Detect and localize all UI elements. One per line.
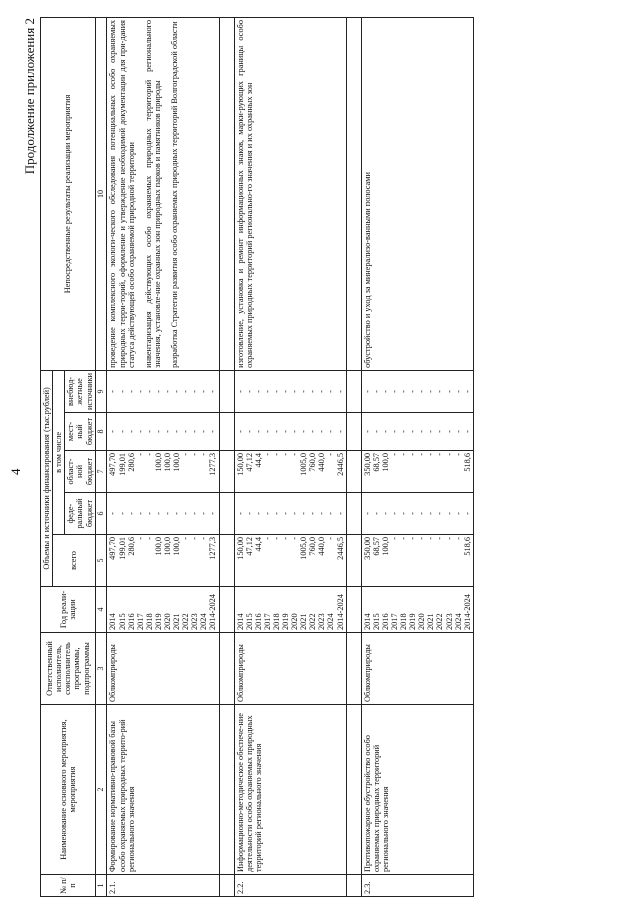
local-value: - — [417, 430, 427, 433]
header-name: Наименование основного мероприятия, мероприятия — [41, 705, 96, 875]
row-spacer — [346, 18, 361, 897]
total-value: 100,0 — [153, 537, 163, 556]
obl-value: 199,01 — [117, 453, 127, 476]
year-value: 2015 — [371, 613, 381, 630]
obl-value: - — [271, 453, 281, 456]
fed-value: - — [299, 512, 309, 515]
local-value: - — [135, 430, 145, 433]
year-value: 2023 — [190, 613, 200, 630]
extra-value: - — [308, 390, 318, 393]
fed-value: - — [435, 512, 445, 515]
total-value: - — [262, 537, 272, 540]
year-value: 2018 — [144, 613, 154, 630]
year-value: 2018 — [399, 613, 409, 630]
total-value: - — [389, 537, 399, 540]
local-value: - — [108, 430, 118, 433]
fed-value: - — [399, 512, 409, 515]
year-value: 2015 — [244, 613, 254, 630]
year-value: 2022 — [435, 613, 445, 630]
fed-value: - — [371, 512, 381, 515]
extra-value: - — [326, 390, 336, 393]
total-value: - — [199, 537, 209, 540]
extra-value: - — [317, 390, 327, 393]
obl-value: 1277,3 — [208, 453, 218, 476]
results-cell — [234, 18, 346, 371]
fed-value: - — [326, 512, 336, 515]
total-value: - — [444, 537, 454, 540]
fed-value: - — [444, 512, 454, 515]
obl-cell — [234, 451, 346, 493]
local-value: - — [299, 430, 309, 433]
local-value: - — [117, 430, 127, 433]
fed-value: - — [362, 512, 372, 515]
total-value: - — [281, 537, 291, 540]
row-number-cell: 2.3. — [361, 875, 473, 897]
header-extra: внебюд-жетные источники — [65, 370, 95, 412]
fed-value: - — [426, 512, 436, 515]
obl-value: 68,57 — [371, 453, 381, 472]
local-value: - — [399, 430, 409, 433]
activity-name-cell: Формирование нормативно-правовой базы особо охраняемых природных террито-рий регионального значения — [107, 705, 219, 875]
obl-value: 350,00 — [362, 453, 372, 476]
extra-value: - — [172, 390, 182, 393]
local-value: - — [453, 430, 463, 433]
total-value: 100,0 — [162, 537, 172, 556]
obl-value: - — [199, 453, 209, 456]
extra-value: - — [435, 390, 445, 393]
local-value: - — [262, 430, 272, 433]
obl-value: - — [444, 453, 454, 456]
fed-value: - — [199, 512, 209, 515]
extra-value: - — [426, 390, 436, 393]
result-item: разработка Стратегии развития особо охраняемых природных территорий Волгоградской области — [170, 21, 180, 368]
obl-value: - — [408, 453, 418, 456]
local-value: - — [362, 430, 372, 433]
extra-value: - — [371, 390, 381, 393]
total-value: 44,4 — [253, 537, 263, 552]
obl-value: - — [453, 453, 463, 456]
obl-value: - — [399, 453, 409, 456]
obl-cell — [361, 451, 473, 493]
obl-value: 760,0 — [308, 453, 318, 472]
activity-name-cell: Информационно-методическое обеспече-ние деятельности особо охраняемых природных территорий регионального значения — [234, 705, 346, 875]
obl-value: 100,0 — [153, 453, 163, 472]
col-index: 6 — [95, 493, 107, 535]
extra-value: - — [126, 390, 136, 393]
obl-value: - — [290, 453, 300, 456]
fed-value: - — [262, 512, 272, 515]
local-value: - — [335, 430, 345, 433]
program-table — [40, 17, 474, 897]
year-value: 2020 — [417, 613, 427, 630]
year-value: 2021 — [172, 613, 182, 630]
header-results: Непосредственные результаты реализации мероприятия — [41, 18, 96, 371]
obl-value: - — [326, 453, 336, 456]
total-value: 68,57 — [371, 537, 381, 556]
table-row — [361, 18, 473, 897]
total-value: - — [326, 537, 336, 540]
year-cell — [234, 587, 346, 633]
year-value: 2022 — [308, 613, 318, 630]
total-value: 1005,0 — [299, 537, 309, 560]
obl-value: - — [135, 453, 145, 456]
local-value: - — [244, 430, 254, 433]
extra-value: - — [117, 390, 127, 393]
total-value: - — [135, 537, 145, 540]
activity-name-cell: Противопожарное обустройство особо охраняемых природных территорий регионального значения — [361, 705, 473, 875]
extra-value: - — [362, 390, 372, 393]
year-value: 2019 — [153, 613, 163, 630]
obl-value: 280,6 — [126, 453, 136, 472]
total-value: - — [190, 537, 200, 540]
local-value: - — [290, 430, 300, 433]
year-value: 2014 — [108, 613, 118, 630]
obl-value: - — [426, 453, 436, 456]
extra-value: - — [389, 390, 399, 393]
fed-value: - — [108, 512, 118, 515]
col-index: 1 — [95, 875, 107, 897]
total-cell — [107, 535, 219, 587]
obl-value: 100,0 — [380, 453, 390, 472]
total-value: - — [426, 537, 436, 540]
fed-value: - — [417, 512, 427, 515]
year-value: 2014-2024 — [462, 594, 472, 630]
total-value: - — [290, 537, 300, 540]
total-value: 440,0 — [317, 537, 327, 556]
row-number-cell: 2.2. — [234, 875, 346, 897]
fed-value: - — [126, 512, 136, 515]
extra-value: - — [262, 390, 272, 393]
fed-cell — [107, 493, 219, 535]
result-item: изготовление, установка и ремонт информационных знаков, марки-рующих границы особо охраняемых природных территорий регионально-го значения и их охранных зон — [235, 20, 254, 368]
total-value: - — [271, 537, 281, 540]
extra-value: - — [235, 390, 245, 393]
fed-value: - — [144, 512, 154, 515]
year-value: 2016 — [126, 613, 136, 630]
local-value: - — [317, 430, 327, 433]
table-row — [234, 18, 346, 897]
total-cell — [234, 535, 346, 587]
fed-value: - — [453, 512, 463, 515]
fed-value: - — [271, 512, 281, 515]
header-funding: Объемы и источники финансирования (тыс.рублей) — [41, 370, 53, 586]
fed-value: - — [172, 512, 182, 515]
total-value: - — [399, 537, 409, 540]
total-value: 280,6 — [126, 537, 136, 556]
local-value: - — [181, 430, 191, 433]
total-value: 100,0 — [172, 537, 182, 556]
obl-value: - — [281, 453, 291, 456]
local-value: - — [435, 430, 445, 433]
local-value: - — [199, 430, 209, 433]
year-value: 2023 — [444, 613, 454, 630]
fed-value: - — [281, 512, 291, 515]
year-value: 2017 — [389, 613, 399, 630]
fed-cell — [361, 493, 473, 535]
total-value: - — [417, 537, 427, 540]
header-obl: област-ной бюджет — [65, 451, 95, 493]
obl-value: 1005,0 — [299, 453, 309, 476]
obl-value: 518,6 — [462, 453, 472, 472]
total-value: 497,70 — [108, 537, 118, 560]
local-value: - — [190, 430, 200, 433]
total-value: 199,01 — [117, 537, 127, 560]
year-value: 2018 — [271, 613, 281, 630]
extra-value: - — [453, 390, 463, 393]
total-value: 350,00 — [362, 537, 372, 560]
total-value: 2446,5 — [335, 537, 345, 560]
year-value: 2020 — [290, 613, 300, 630]
responsible-cell: Облкомприроды — [234, 633, 346, 705]
local-cell — [361, 413, 473, 451]
year-value: 2014-2024 — [335, 594, 345, 630]
total-value: - — [144, 537, 154, 540]
extra-value: - — [199, 390, 209, 393]
header-total: всего — [53, 535, 96, 587]
fed-value: - — [162, 512, 172, 515]
total-value: - — [181, 537, 191, 540]
year-value: 2021 — [299, 613, 309, 630]
obl-value: 440,0 — [317, 453, 327, 472]
fed-value: - — [153, 512, 163, 515]
extra-value: - — [299, 390, 309, 393]
col-index: 3 — [95, 633, 107, 705]
year-value: 2019 — [281, 613, 291, 630]
fed-cell — [234, 493, 346, 535]
fed-value: - — [135, 512, 145, 515]
local-value: - — [281, 430, 291, 433]
year-value: 2024 — [199, 613, 209, 630]
total-value: - — [453, 537, 463, 540]
col-index: 7 — [95, 451, 107, 493]
extra-value: - — [153, 390, 163, 393]
total-value: - — [435, 537, 445, 540]
year-value: 2019 — [408, 613, 418, 630]
year-value: 2016 — [253, 613, 263, 630]
obl-value: - — [190, 453, 200, 456]
local-value: - — [308, 430, 318, 433]
row-number-cell: 2.1. — [107, 875, 219, 897]
responsible-cell: Облкомприроды — [361, 633, 473, 705]
local-value: - — [444, 430, 454, 433]
year-value: 2020 — [162, 613, 172, 630]
local-value: - — [408, 430, 418, 433]
obl-value: - — [389, 453, 399, 456]
col-index: 10 — [95, 18, 107, 371]
header-responsible: Ответственный исполнитель, соисполнитель программы, подпрограммы — [41, 633, 96, 705]
local-value: - — [153, 430, 163, 433]
local-value: - — [162, 430, 172, 433]
col-index: 9 — [95, 370, 107, 412]
responsible-cell: Облкомприроды — [107, 633, 219, 705]
page-number: 4 — [8, 468, 23, 475]
year-value: 2021 — [426, 613, 436, 630]
obl-value: 150,00 — [235, 453, 245, 476]
result-item: проведение комплексного экологи-ческого обследования потенциальных особо охраняемых природных терри-торий, оформление и утверждение необходимой документации для при-дания статуса действующей особо охраняемой природной территории — [108, 20, 136, 368]
extra-value: - — [335, 390, 345, 393]
extra-value: - — [408, 390, 418, 393]
header-year: Год реали-зации — [41, 587, 96, 633]
extra-value: - — [462, 390, 472, 393]
obl-value: 100,0 — [172, 453, 182, 472]
year-value: 2014 — [235, 613, 245, 630]
local-value: - — [235, 430, 245, 433]
local-value: - — [253, 430, 263, 433]
total-value: - — [408, 537, 418, 540]
local-value: - — [380, 430, 390, 433]
col-index: 5 — [95, 535, 107, 587]
year-value: 2017 — [262, 613, 272, 630]
obl-value: 44,4 — [253, 453, 263, 468]
year-value: 2024 — [453, 613, 463, 630]
fed-value: - — [117, 512, 127, 515]
extra-value: - — [399, 390, 409, 393]
row-spacer — [219, 18, 234, 897]
local-value: - — [426, 430, 436, 433]
local-value: - — [462, 430, 472, 433]
local-cell — [107, 413, 219, 451]
extra-cell — [234, 370, 346, 412]
obl-cell — [107, 451, 219, 493]
extra-value: - — [144, 390, 154, 393]
total-value: 47,12 — [244, 537, 254, 556]
header-incl: в том числе — [53, 370, 65, 534]
col-index: 4 — [95, 587, 107, 633]
fed-value: - — [290, 512, 300, 515]
fed-value: - — [389, 512, 399, 515]
year-value: 2022 — [181, 613, 191, 630]
fed-value: - — [317, 512, 327, 515]
results-cell — [107, 18, 219, 371]
total-value: 518,6 — [462, 537, 472, 556]
total-value: 150,00 — [235, 537, 245, 560]
fed-value: - — [253, 512, 263, 515]
fed-value: - — [235, 512, 245, 515]
extra-cell — [361, 370, 473, 412]
total-cell — [361, 535, 473, 587]
fed-value: - — [190, 512, 200, 515]
header-local: мест-ный бюджет — [65, 413, 95, 451]
year-cell — [361, 587, 473, 633]
obl-value: 2446,5 — [335, 453, 345, 476]
result-item: инвентаризация действующих особо охраняемых природных территорий регионального значения, установле-ние охранных зон природных парков и памятников природы — [143, 20, 162, 368]
fed-value: - — [244, 512, 254, 515]
fed-value: - — [308, 512, 318, 515]
extra-value: - — [190, 390, 200, 393]
local-value: - — [172, 430, 182, 433]
obl-value: 47,12 — [244, 453, 254, 472]
extra-value: - — [417, 390, 427, 393]
results-cell — [361, 18, 473, 371]
obl-value: - — [144, 453, 154, 456]
extra-value: - — [108, 390, 118, 393]
obl-value: - — [181, 453, 191, 456]
total-value: 760,0 — [308, 537, 318, 556]
year-value: 2023 — [317, 613, 327, 630]
year-value: 2015 — [117, 613, 127, 630]
year-value: 2017 — [135, 613, 145, 630]
extra-value: - — [253, 390, 263, 393]
fed-value: - — [380, 512, 390, 515]
obl-value: - — [262, 453, 272, 456]
local-value: - — [208, 430, 218, 433]
local-value: - — [326, 430, 336, 433]
obl-value: - — [435, 453, 445, 456]
extra-value: - — [271, 390, 281, 393]
result-item: обустройство и уход за минерализо-ванными полосами — [362, 172, 372, 368]
extra-value: - — [162, 390, 172, 393]
local-value: - — [126, 430, 136, 433]
extra-value: - — [380, 390, 390, 393]
extra-value: - — [244, 390, 254, 393]
fed-value: - — [181, 512, 191, 515]
year-value: 2014-2024 — [208, 594, 218, 630]
obl-value: - — [417, 453, 427, 456]
col-index: 2 — [95, 705, 107, 875]
year-value: 2024 — [326, 613, 336, 630]
extra-cell — [107, 370, 219, 412]
total-value: 1277,3 — [208, 537, 218, 560]
year-cell — [107, 587, 219, 633]
obl-value: 100,0 — [162, 453, 172, 472]
col-index: 8 — [95, 413, 107, 451]
extra-value: - — [135, 390, 145, 393]
extra-value: - — [444, 390, 454, 393]
extra-value: - — [290, 390, 300, 393]
fed-value: - — [335, 512, 345, 515]
total-value: 100,0 — [380, 537, 390, 556]
extra-value: - — [181, 390, 191, 393]
fed-value: - — [462, 512, 472, 515]
extra-value: - — [208, 390, 218, 393]
local-value: - — [144, 430, 154, 433]
local-value: - — [271, 430, 281, 433]
year-value: 2014 — [362, 613, 372, 630]
table-row — [107, 18, 219, 897]
local-value: - — [371, 430, 381, 433]
header-num: № п/п — [41, 875, 96, 897]
obl-value: 497,70 — [108, 453, 118, 476]
extra-value: - — [281, 390, 291, 393]
local-value: - — [389, 430, 399, 433]
year-value: 2016 — [380, 613, 390, 630]
fed-value: - — [408, 512, 418, 515]
header-fed: феде-ральный бюджет — [65, 493, 95, 535]
continuation-heading: Продолжение приложения 2 — [22, 18, 37, 175]
fed-value: - — [208, 512, 218, 515]
local-cell — [234, 413, 346, 451]
